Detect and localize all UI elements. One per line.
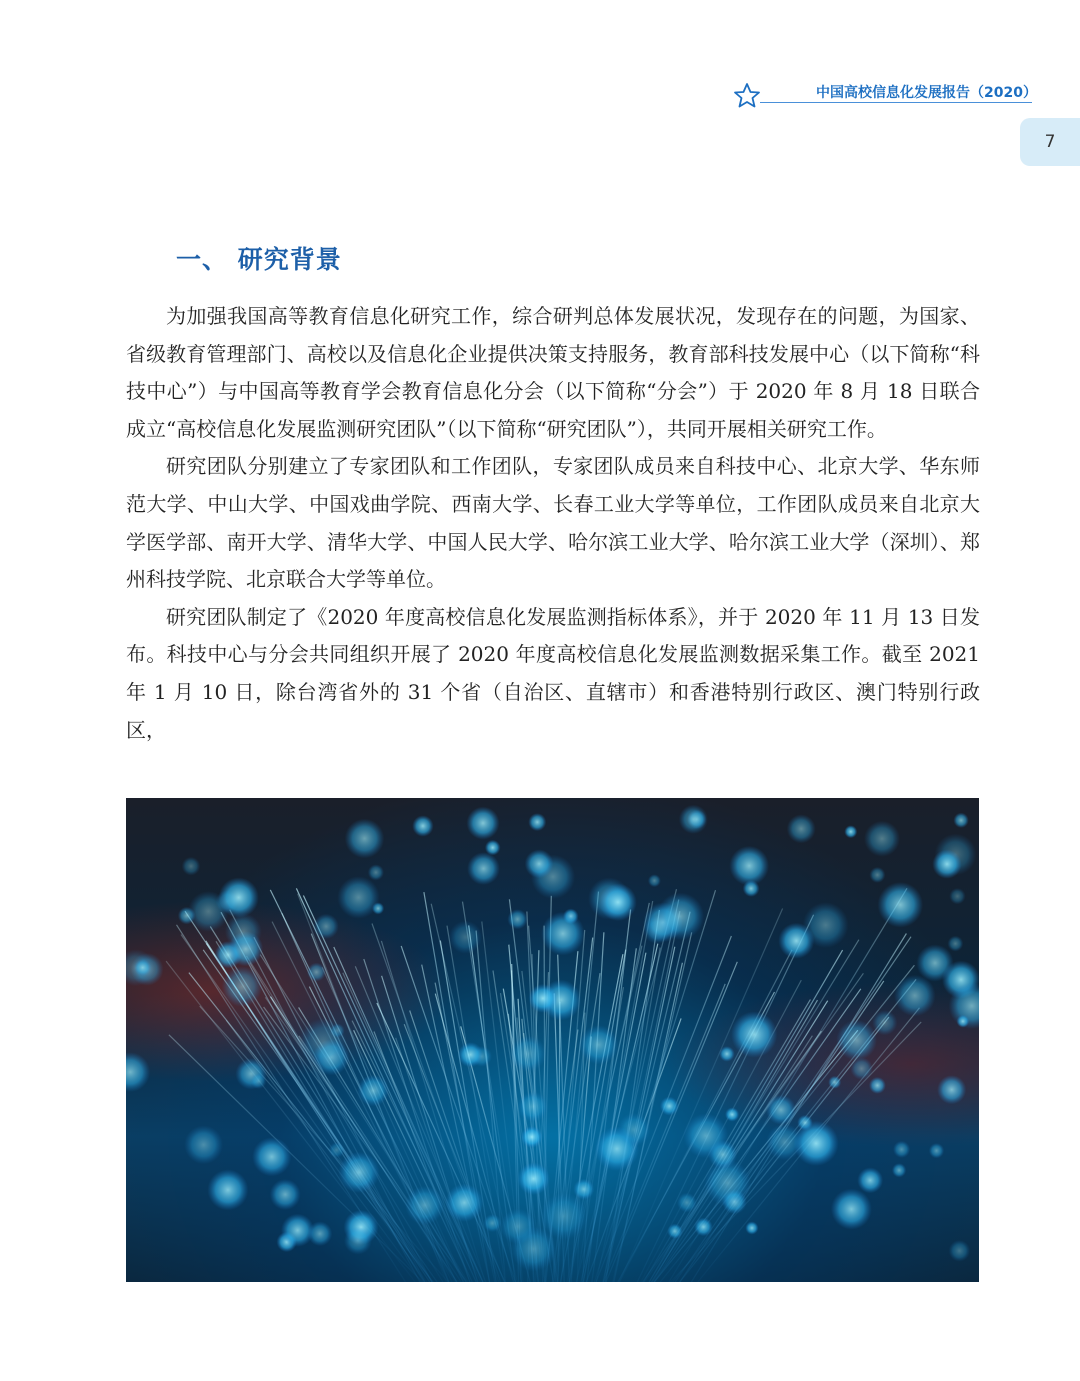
bokeh-light <box>660 1097 679 1116</box>
bokeh-light <box>126 1052 150 1092</box>
bokeh-light <box>357 1075 389 1107</box>
bokeh-light <box>528 984 557 1013</box>
bokeh-light <box>458 1042 483 1067</box>
bokeh-light <box>281 1214 314 1247</box>
bokeh-light <box>869 867 885 883</box>
bokeh-light <box>485 840 501 856</box>
bokeh-light <box>872 1010 897 1035</box>
bokeh-light <box>528 813 546 831</box>
fiber-optic-illustration <box>126 798 979 1282</box>
bokeh-light <box>745 1221 758 1234</box>
bokeh-light <box>579 1025 618 1064</box>
bokeh-light <box>225 913 262 950</box>
running-header <box>732 76 1037 110</box>
bokeh-light <box>694 1218 713 1237</box>
bokeh-light <box>725 1107 739 1121</box>
bokeh-light <box>677 1193 697 1213</box>
bokeh-light <box>929 1143 944 1158</box>
bokeh-light <box>836 1020 877 1061</box>
bokeh-light <box>500 1209 536 1245</box>
paragraph: 为加强我国高等教育信息化研究工作，综合研判总体发展状况，发现存在的问题，为国家、省级教育管理部门、高校以及信息化企业提供决策支持服务，教育部科技发展中心（以下简称“科技中心”）与中国高等教育学会教育信息化分会（以下简称“分会”）于 2020 年 8 月 18 日联合成立“高校信息化发展监测研究团队”（以下简称“研究团队”），共同开展相关研究工作。 <box>126 304 980 441</box>
header-rule <box>760 102 1032 103</box>
bokeh-light <box>517 1091 548 1122</box>
bokeh-light <box>467 807 500 840</box>
running-title: 中国高校信息化发展报告（2020） <box>816 85 1037 101</box>
paragraph: 研究团队分别建立了专家团队和工作团队，专家团队成员来自科技中心、北京大学、华东师范大学、中山大学、中国戏曲学院、西南大学、长春工业大学等单位，工作团队成员来自北京大学医学部、南开大学、清华大学、中国人民大学、哈尔滨工业大学、哈尔滨工业大学（深圳）、郑州科技学院、北京联合大学等单位。 <box>126 454 980 592</box>
bokeh-light <box>525 849 554 878</box>
bokeh-light <box>541 1193 588 1240</box>
bokeh-light <box>803 902 849 948</box>
bokeh-light <box>507 909 527 929</box>
bokeh-light <box>719 1046 735 1062</box>
bokeh-light <box>916 944 953 981</box>
bokeh-light <box>828 1076 841 1089</box>
bokeh-light <box>657 893 704 940</box>
bokeh-light <box>599 883 637 921</box>
bokeh-light <box>517 1162 550 1195</box>
bokeh-light <box>219 877 259 917</box>
fiber-strand <box>364 959 470 1282</box>
bokeh-light <box>937 1075 966 1104</box>
bokeh-light <box>957 1015 970 1028</box>
bokeh-light <box>949 1240 971 1262</box>
bokeh-light <box>541 912 585 956</box>
bokeh-light <box>648 874 661 887</box>
bokeh-light <box>178 907 196 925</box>
bokeh-light <box>134 959 151 976</box>
bokeh-light <box>412 815 433 836</box>
bokeh-light <box>449 921 482 954</box>
bokeh-light <box>252 1137 291 1176</box>
bokeh-light <box>679 805 708 834</box>
bokeh-light <box>329 1142 345 1158</box>
bokeh-light <box>949 888 965 904</box>
paragraph: 研究团队制定了《2020 年度高校信息化发展监测指标体系》，并于 2020 年 11 月 13 日发布。科技中心与分会共同组织开展了 2020 年度高校信息化发展监测数据采集工作。截至 2021 年 1 月 10 日，除台湾省外的 31 个省（自治区、直辖市）和香港特别行政区、澳门特别行政区， <box>126 604 980 742</box>
bokeh-light <box>667 1224 682 1239</box>
bokeh-light <box>510 1036 546 1072</box>
star-outline-icon <box>732 82 762 108</box>
bokeh-light <box>521 1126 543 1148</box>
bokeh-light <box>344 1227 372 1255</box>
bokeh-light <box>953 813 968 828</box>
page-number-tab <box>1020 118 1080 166</box>
bokeh-light <box>207 1169 248 1210</box>
bokeh-light <box>892 1163 906 1177</box>
bokeh-light <box>893 1141 910 1158</box>
bokeh-light <box>766 1095 796 1125</box>
bokeh-light <box>573 1179 594 1200</box>
bokeh-light <box>184 1125 223 1164</box>
bokeh-light <box>729 846 769 886</box>
bokeh-light <box>338 1152 379 1193</box>
bokeh-light <box>948 936 964 952</box>
bokeh-light <box>708 1140 737 1169</box>
bokeh-light <box>251 1073 267 1089</box>
bokeh-light <box>405 1186 444 1225</box>
bokeh-light <box>844 825 857 838</box>
bokeh-light <box>869 1077 886 1094</box>
bokeh-light <box>864 821 900 857</box>
bokeh-light <box>794 1121 839 1166</box>
bokeh-light <box>878 882 924 928</box>
bokeh-light <box>337 876 379 918</box>
bokeh-light <box>731 1011 777 1057</box>
bokeh-light <box>307 963 326 982</box>
bokeh-light <box>787 814 816 843</box>
fiber-strand <box>435 994 513 1282</box>
bokeh-light <box>932 849 961 878</box>
bokeh-light <box>445 1184 483 1222</box>
body-text <box>126 298 980 749</box>
bokeh-light <box>270 1179 301 1210</box>
fiber-optic-photo <box>126 798 979 1282</box>
bokeh-light <box>617 1113 650 1146</box>
bokeh-light <box>182 857 201 876</box>
bokeh-light <box>299 1018 347 1066</box>
section-title: 一、 研究背景 <box>176 245 342 274</box>
bokeh-light <box>467 852 500 885</box>
bokeh-light <box>831 1189 872 1230</box>
bokeh-light <box>368 864 384 880</box>
bokeh-light <box>345 819 385 859</box>
bokeh-light <box>894 975 936 1017</box>
bokeh-light <box>850 1057 873 1080</box>
bokeh-light <box>483 1214 501 1232</box>
bokeh-light <box>222 966 263 1007</box>
bokeh-light <box>857 1167 883 1193</box>
bokeh-light <box>313 914 338 939</box>
page-number: 7 <box>1044 132 1056 152</box>
